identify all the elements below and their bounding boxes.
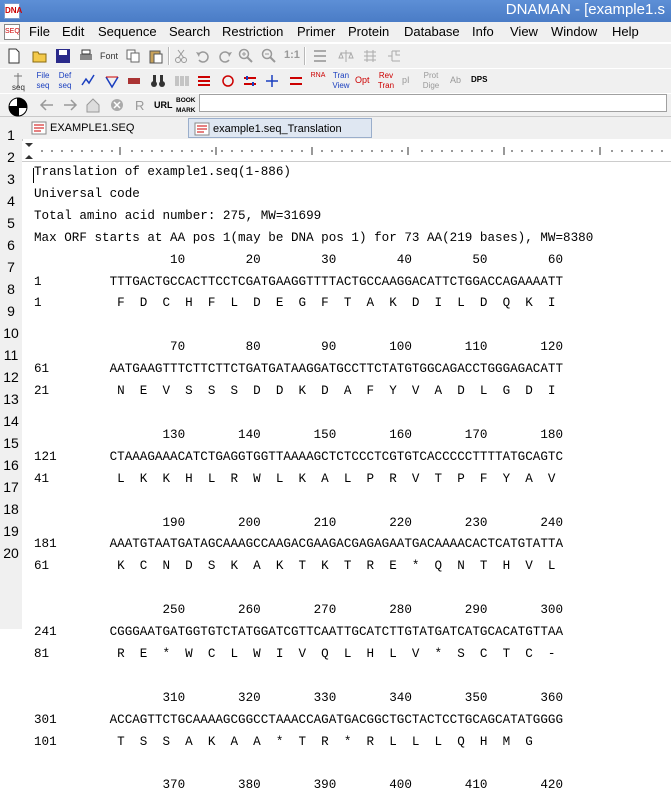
text-line — [34, 753, 671, 775]
stop-icon[interactable] — [109, 97, 125, 113]
line-number: 8 — [7, 281, 15, 297]
address-input[interactable] — [199, 94, 667, 112]
sequence-toolbar — [0, 68, 671, 94]
primer-icon[interactable] — [288, 73, 304, 89]
menu-primer[interactable]: Primer — [297, 24, 336, 39]
text-line: 1 TTTGACTGCCACTTCCTCGATGAAGGTTTTACTGCCAAGGACATTCTGGACCAGAAAATT — [34, 274, 564, 289]
line-number: 7 — [7, 259, 15, 275]
line-number: 20 — [3, 545, 19, 561]
sequence-file-icon — [32, 122, 46, 134]
text-line: 10 20 30 40 50 60 — [34, 252, 564, 267]
text-line — [34, 403, 671, 425]
file-seq-button[interactable]: File seq — [36, 71, 50, 90]
line-number: 16 — [3, 457, 19, 473]
equalizer-icon[interactable] — [242, 73, 258, 89]
ruler — [22, 141, 671, 162]
tab-label: example1.seq_Translation — [213, 123, 342, 135]
barcode-icon[interactable] — [174, 73, 190, 89]
undo-icon[interactable] — [195, 48, 211, 64]
map-icon[interactable] — [126, 73, 142, 89]
document-system-menu-icon[interactable]: SEQ — [4, 24, 20, 40]
text-line: Translation of example1.seq(1-886) — [34, 165, 291, 179]
dnaman-app-icon: DNA — [4, 3, 20, 19]
text-line: Max ORF starts at AA pos 1(may be DNA pos 1) for 73 AA(219 bases), MW=8380 — [34, 230, 594, 245]
line-number: 3 — [7, 171, 15, 187]
opt-button[interactable]: Opt — [355, 75, 370, 85]
grid-icon[interactable] — [362, 48, 378, 64]
line-number: 13 — [3, 391, 19, 407]
line-number: 19 — [3, 523, 19, 539]
refresh-icon[interactable] — [132, 97, 148, 113]
list-icon[interactable] — [196, 73, 212, 89]
line-number-gutter — [0, 117, 23, 629]
text-line: 310 320 330 340 350 360 — [34, 690, 564, 705]
print-icon[interactable] — [78, 48, 94, 64]
menu-info[interactable]: Info — [472, 24, 494, 39]
text-line: 61 AATGAAGTTTCTTCTTCTGATGATAAGGATGCCTTCTATGTGGCAGACCTGGGAGACATT — [34, 362, 564, 377]
home-icon[interactable] — [85, 97, 101, 113]
ab-button[interactable]: Ab — [450, 75, 462, 85]
rev-tran-button[interactable]: Rev Tran — [377, 71, 395, 90]
text-line: 41 L K K H L R W L K A L P R V T P F Y A V — [34, 471, 556, 486]
tran-view-button[interactable]: Tran View — [332, 71, 350, 90]
save-icon[interactable] — [55, 48, 71, 64]
toolbar-separator — [168, 47, 170, 65]
menu-bar — [0, 22, 671, 42]
text-line: 370 380 390 400 410 420 — [34, 778, 564, 793]
text-line — [34, 666, 671, 688]
line-number: 1 — [7, 127, 15, 143]
text-line: 21 N E V S S S D D K D A F Y V A D L G D I — [34, 384, 556, 399]
zoom-actual-size-button[interactable]: 1:1 — [284, 49, 300, 61]
back-arrow-icon[interactable] — [39, 97, 55, 113]
new-document-icon[interactable] — [6, 48, 22, 64]
rna-button[interactable]: RNA — [310, 72, 326, 79]
line-number: 2 — [7, 149, 15, 165]
restriction-icon[interactable] — [264, 73, 280, 89]
text-line: 1 F D C H F L D E G F T A K D I L D Q K I — [34, 296, 556, 311]
text-line: 181 AAATGTAATGATAGCAAAGCCAAGACGAAGACGAGAGAATGACAAAACACTCATGTATTA — [34, 537, 564, 552]
prot-dige-button[interactable]: Prot Dige — [422, 71, 440, 90]
text-cursor — [33, 168, 34, 183]
bookmark-button[interactable]: BOOK MARK — [176, 97, 196, 114]
line-number: 18 — [3, 501, 19, 517]
line-number: 15 — [3, 435, 19, 451]
text-line: 121 CTAAAGAAACATCTGAGGTGGTTAAAAGCTCTCCCTCGTGTCACCCCCTTTTATGCAGTC — [34, 449, 564, 464]
menu-help[interactable]: Help — [612, 24, 639, 39]
copy-icon[interactable] — [125, 48, 141, 64]
title-bar — [0, 0, 671, 22]
line-number: 6 — [7, 237, 15, 253]
menu-sequence[interactable]: Sequence — [98, 24, 157, 39]
text-line: 250 260 270 280 290 300 — [34, 603, 564, 618]
menu-restriction[interactable]: Restriction — [222, 24, 284, 39]
align-icon[interactable] — [312, 48, 328, 64]
text-line: 70 80 90 100 110 120 — [34, 340, 564, 355]
def-seq-button[interactable]: Def seq — [58, 71, 72, 90]
open-folder-icon[interactable] — [32, 48, 48, 64]
circle-icon[interactable] — [220, 73, 236, 89]
text-line: 130 140 150 160 170 180 — [34, 427, 564, 442]
graphics-icon[interactable] — [80, 73, 96, 89]
line-number: 11 — [3, 347, 19, 363]
window-title: DNAMAN - [example1.s — [505, 1, 665, 18]
menu-edit[interactable]: Edit — [62, 24, 85, 39]
zoom-out-icon[interactable] — [261, 48, 277, 64]
menu-protein[interactable]: Protein — [348, 24, 390, 39]
line-number: 12 — [3, 369, 19, 385]
tree-icon[interactable] — [386, 48, 402, 64]
translation-document[interactable] — [22, 162, 671, 793]
text-line: 301 ACCAGTTCTGCAAAAGCGGCCTAAACCAGATGACGGCTGCTACTCCTGCAGCATATGGGG — [34, 712, 564, 727]
pi-button[interactable]: pI — [402, 75, 410, 85]
tab-example1-seq[interactable] — [26, 118, 186, 138]
ruler-ticks — [22, 141, 671, 161]
text-line — [34, 315, 671, 337]
menu-file[interactable]: File — [29, 24, 50, 39]
svg-text:R: R — [135, 98, 145, 113]
zoom-in-icon[interactable] — [238, 48, 254, 64]
paste-icon[interactable] — [148, 48, 164, 64]
line-number: 14 — [3, 413, 19, 429]
text-line: Total amino acid number: 275, MW=31699 — [34, 208, 322, 223]
standard-toolbar — [0, 43, 671, 69]
menu-window[interactable]: Window — [551, 24, 598, 39]
translation-text[interactable] — [22, 162, 671, 797]
menu-database[interactable]: Database — [404, 24, 460, 39]
tab-label: EXAMPLE1.SEQ — [50, 122, 135, 134]
menu-search[interactable]: Search — [169, 24, 211, 39]
text-line: 61 K C N D S K A K T K T R E * Q N T H V L — [34, 559, 556, 574]
seq-button-label: seq — [12, 83, 25, 92]
text-line — [34, 578, 671, 600]
line-number: 17 — [3, 479, 19, 495]
text-line: Universal code — [34, 186, 140, 201]
vector-icon[interactable] — [104, 73, 120, 89]
compass-icon[interactable] — [8, 97, 28, 117]
text-line: 81 R E * W C L W I V Q L H L V * S C T C - — [34, 646, 556, 661]
line-number: 9 — [7, 303, 15, 319]
balance-icon[interactable] — [338, 48, 354, 64]
menu-view[interactable]: View — [510, 24, 538, 39]
text-line: 241 CGGGAATGATGGTGTCTATGGATCGTTCAATTGCATCTTGTATGATCATGCACATGTTAA — [34, 625, 564, 640]
toolbar-separator — [304, 47, 306, 65]
tab-example1-seq-translation[interactable] — [188, 118, 372, 138]
sequence-file-icon — [195, 123, 209, 135]
cut-icon[interactable] — [173, 48, 189, 64]
text-line: 190 200 210 220 230 240 — [34, 515, 564, 530]
document-tab-bar — [22, 117, 671, 139]
line-number: 5 — [7, 215, 15, 231]
font-button[interactable]: Font — [100, 51, 119, 61]
redo-icon[interactable] — [217, 48, 233, 64]
forward-arrow-icon[interactable] — [62, 97, 78, 113]
dps-button[interactable]: DPS — [471, 75, 488, 84]
line-number: 10 — [3, 325, 19, 341]
url-button[interactable]: URL — [154, 100, 173, 110]
binoculars-icon[interactable] — [150, 73, 166, 89]
text-line — [34, 491, 671, 513]
text-line: 101 T S S A K A A * T R * R L L L Q H M G — [34, 734, 533, 749]
line-number: 4 — [7, 193, 15, 209]
